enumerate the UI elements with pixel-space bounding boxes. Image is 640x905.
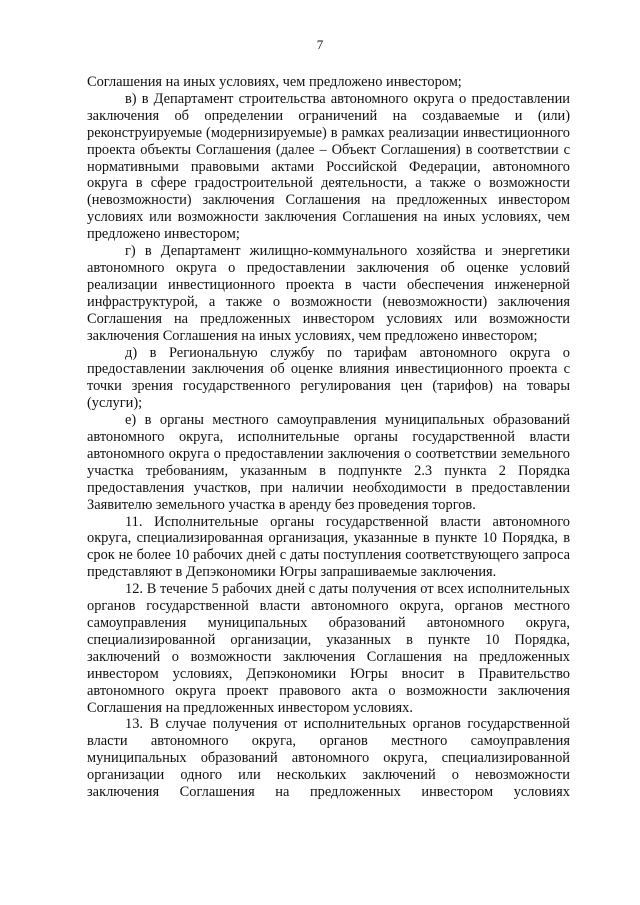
page-number: 7 [316, 37, 324, 52]
paragraph-item-v: в) в Департамент строительства автономного округа о предоставлении заключения об определении ограничений на создаваемые и (или) реконструируемые (модернизируемые) в рамках реализации инвестиционного проекта объекты Соглашения (далее – Объект Соглашения) в соответствии с нормативными правовыми актами Российской Федерации, автономного округа в сфере градостроительной деятельности, а также о возможности (невозможности) заключения Соглашения на предложенных инвестором условиях или возможности заключения Соглашения на иных условиях, чем предложено инвестором; [87, 90, 570, 243]
paragraph-item-g: г) в Департамент жилищно-коммунального хозяйства и энергетики автономного округа о предоставлении заключения об оценке условий реализации инвестиционного проекта в части обеспечения инженерной инфраструктурой, а также о возможности (невозможности) заключения Соглашения на предложенных инвестором условиях или возможности заключения Соглашения на иных условиях, чем предложено инвестором; [87, 243, 570, 344]
paragraph-item-e: е) в органы местного самоуправления муниципальных образований автономного округа, исполнительные органы государственной власти автономного округа о предоставлении заключения о соответствии земельного участка требованиям, указанным в подпункте 2.3 пункта 2 Порядка предоставления участков, при наличии необходимости в предоставлении Заявителю земельного участка в аренду без проведения торгов. [87, 412, 570, 513]
document-body [87, 74, 570, 801]
paragraph-clause-12: 12. В течение 5 рабочих дней с даты получения от всех исполнительных органов государственной власти автономного округа, органов местного самоуправления муниципальных образований автономного округа, специализированной организации, указанных в пункте 10 Порядка, заключений о возможности заключения Соглашения на предложенных инвестором условиях, Депэкономики Югры вносит в Правительство автономного округа проект правового акта о возможности заключения Соглашения на предложенных инвестором условиях. [87, 581, 570, 716]
paragraph-continuation: Соглашения на иных условиях, чем предложено инвестором; [87, 74, 462, 90]
paragraph-clause-11: 11. Исполнительные органы государственной власти автономного округа, специализированная организация, указанные в пункте 10 Порядка, в срок не более 10 рабочих дней с даты поступления соответствующего запроса представляют в Депэкономики Югры запрашиваемые заключения. [87, 513, 570, 581]
paragraph-clause-13: 13. В случае получения от исполнительных органов государственной власти автономного округа, органов местного самоуправления муниципальных образований автономного округа, специализированной организации одного или нескольких заключений о невозможности заключения Соглашения на предложенных инвестором условиях [87, 716, 570, 801]
paragraph-item-d: д) в Региональную службу по тарифам автономного округа о предоставлении заключения об оценке влияния инвестиционного проекта с точки зрения государственного регулирования цен (тарифов) на товары (услуги); [87, 344, 570, 412]
